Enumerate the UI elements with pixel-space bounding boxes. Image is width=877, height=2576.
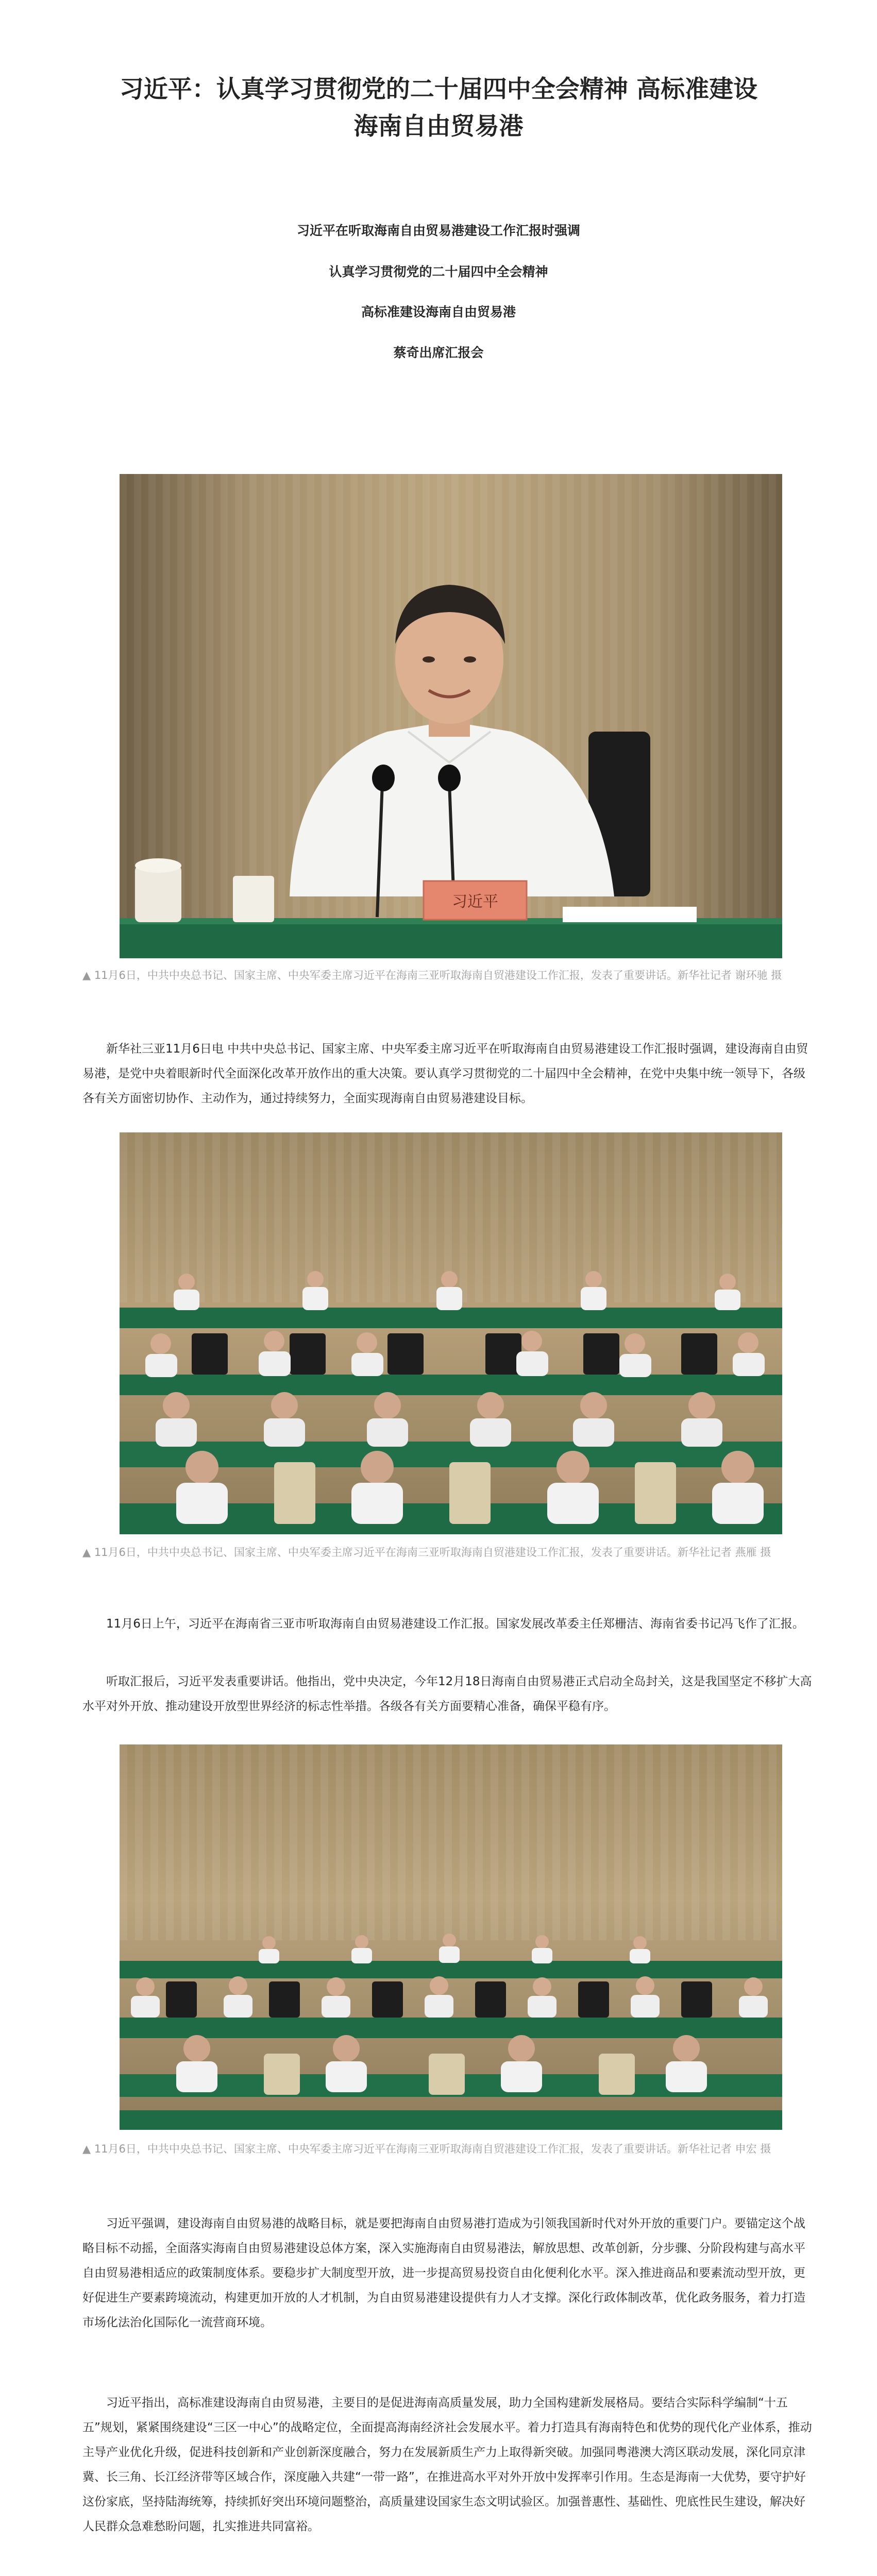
article-title-line1: 习近平：认真学习贯彻党的二十届四中全会精神 高标准建设 (119, 75, 758, 104)
paragraph-5: 习近平指出，高标准建设海南自由贸易港，主要目的是促进海南高质量发展，助力全国构建新发展格局。要结合实际科学编制“十五五”规划，紧紧围绕建设“三区一中心”的战略定位，全面提高海南经济社会发展水平。着力打造具有海南特色和优势的现代化产业体系，推动主导产业优化升级，促进科技创新和产业创新深度融合，努力在发展新质生产力上取得新突破。加强同粤港澳大湾区联动发展，深化同京津冀、长三角、长江经济带等区域合作，深度融入共建“一带一路”，在推进高水平对外开放中发挥率引作用。生态是海南一大优势，要守护好这份家底，坚持陆海统筹，持续抓好突出环境问题整治，高质量建设国家生态文明试验区。加强普惠性、基础性、兜底性民生建设，解决好人民群众急难愁盼问题，扎实推进共同富裕。 (82, 2396, 812, 2533)
paragraph-3: 听取汇报后，习近平发表重要讲话。他指出，党中央决定，今年12月18日海南自由贸易港正式启动全岛封关，这是我国坚定不移扩大高水平对外开放、推动建设开放型世界经济的标志性举措。各级各有关方面要精心准备，确保平稳有序。 (82, 1675, 812, 1713)
article-title (77, 71, 800, 145)
photo-speech (120, 474, 782, 958)
paragraph-2: 11月6日上午，习近平在海南省三亚市听取海南自由贸易港建设工作汇报。国家发展改革委主任郑栅洁、海南省委书记冯飞作了汇报。 (106, 1617, 804, 1631)
nameplate-text: 习近平 (452, 893, 498, 911)
photo-meeting-2 (120, 1744, 782, 2130)
photo-meeting-1 (120, 1132, 782, 1534)
photo-speech-caption: ▲ 11月6日，中共中央总书记、国家主席、中央军委主席习近平在海南三亚听取海南自贸港建设工作汇报，发表了重要讲话。新华社记者 谢环驰 摄 (82, 969, 782, 981)
photo-meeting-2-caption: ▲ 11月6日，中共中央总书记、国家主席、中央军委主席习近平在海南三亚听取海南自贸港建设工作汇报，发表了重要讲话。新华社记者 申宏 摄 (82, 2143, 771, 2155)
subtitle-2: 认真学习贯彻党的二十届四中全会精神 (329, 264, 548, 279)
subtitle-1: 习近平在听取海南自由贸易港建设工作汇报时强调 (296, 223, 580, 238)
photo-meeting-1-caption: ▲ 11月6日，中共中央总书记、国家主席、中央军委主席习近平在海南三亚听取海南自贸港建设工作汇报，发表了重要讲话。新华社记者 燕雁 摄 (82, 1546, 771, 1558)
article-title-line2: 海南自由贸易港 (353, 112, 524, 141)
photo-meeting-1-image (120, 1132, 782, 1534)
paragraph-4: 习近平强调，建设海南自由贸易港的战略目标，就是要把海南自由贸易港打造成为引领我国新时代对外开放的重要门户。要锚定这个战略目标不动摇，全面落实海南自由贸易港建设总体方案，深入实施海南自由贸易港法，解放思想、改革创新，分步骤、分阶段构建与高水平自由贸易港相适应的政策制度体系。要稳步扩大制度型开放，进一步提高贸易投资自由化便利化水平。深入推进商品和要素流动型开放，更好促进生产要素跨境流动，构建更加开放的人才机制，为自由贸易港建设提供有力人才支撑。深化行政体制改革，优化政务服务，着力打造市场化法治化国际化一流营商环境。 (82, 2217, 805, 2329)
subtitle-4: 蔡奇出席汇报会 (393, 345, 484, 360)
subtitle-3: 高标准建设海南自由贸易港 (361, 304, 516, 319)
paragraph-1: 新华社三亚11月6日电 中共中央总书记、国家主席、中央军委主席习近平在听取海南自由贸易港建设工作汇报时强调，建设海南自由贸易港，是党中央着眼新时代全面深化改革开放作出的重大决策。要认真学习贯彻党的二十届四中全会精神，在党中央集中统一领导下，各级各有关方面密切协作、主动作为，通过持续努力，全面实现海南自由贸易港建设目标。 (82, 1042, 808, 1105)
photo-speech-image (120, 474, 782, 958)
photo-meeting-2-image (120, 1744, 782, 2130)
